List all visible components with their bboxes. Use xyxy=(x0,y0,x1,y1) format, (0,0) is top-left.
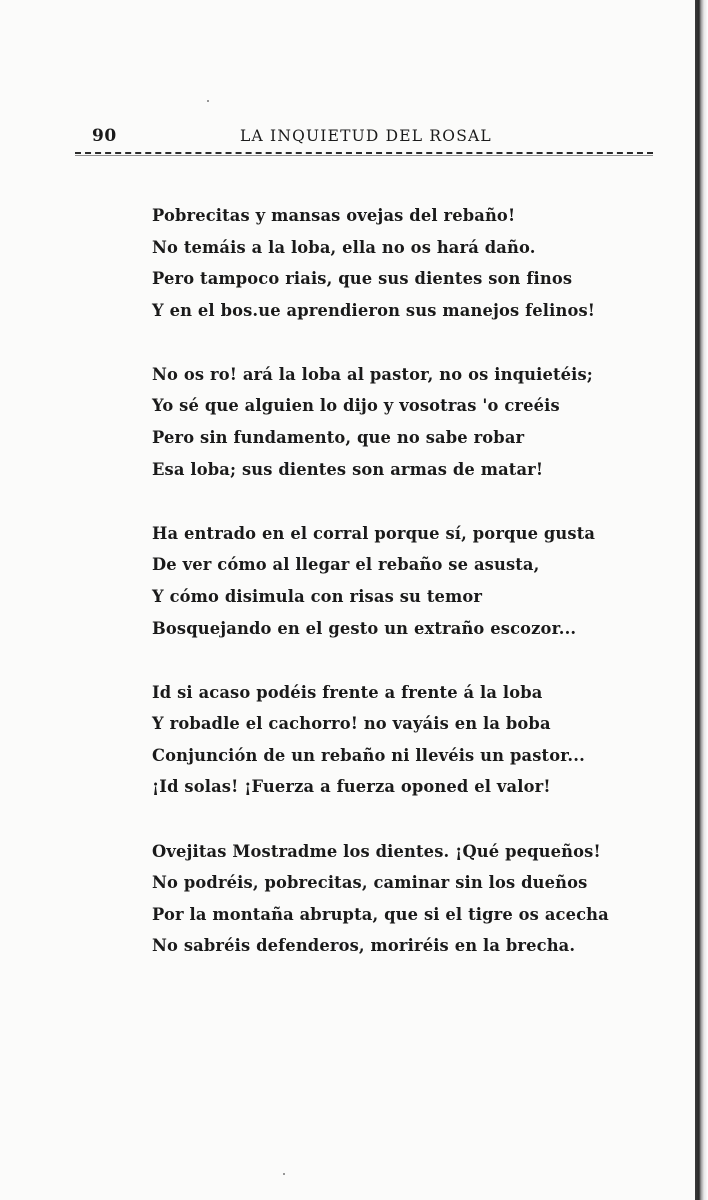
poem-line: Conjunción de un rebaño ni llevéis un pastor... xyxy=(152,745,585,765)
ink-speck xyxy=(207,100,209,102)
stanza xyxy=(152,518,647,644)
stanza xyxy=(152,836,647,962)
page-edge-shadow xyxy=(695,0,708,1200)
poem-line: Y cómo disimula con risas su temor xyxy=(152,586,483,606)
poem-line: Ovejitas Mostradme los dientes. ¡Qué pequeños! xyxy=(152,841,601,861)
stanza xyxy=(152,677,647,803)
stanza xyxy=(152,200,647,326)
poem-line: ¡Id solas! ¡Fuerza a fuerza oponed el valor! xyxy=(152,777,551,797)
poem-line: No temáis a la loba, ella no os hará daño. xyxy=(152,237,536,257)
page-header xyxy=(88,126,653,148)
poem-line: Pero tampoco riais, que sus dientes son finos xyxy=(152,269,573,289)
poem-line: De ver cómo al llegar el rebaño se asusta, xyxy=(152,555,540,575)
poem-line: No os ro! ará la loba al pastor, no os inquietéis; xyxy=(152,364,593,384)
running-title: LA INQUIETUD DEL ROSAL xyxy=(240,127,492,145)
poem-line: Id si acaso podéis frente a frente á la loba xyxy=(152,682,543,702)
header-rule-underline xyxy=(75,155,653,156)
poem-line: Por la montaña abrupta, que si el tigre os acecha xyxy=(152,904,609,924)
header-rule xyxy=(75,152,653,154)
poem-line: Pobrecitas y mansas ovejas del rebaño! xyxy=(152,206,516,225)
poem-line: Y robadle el cachorro! no vayáis en la boba xyxy=(152,714,551,734)
poem-line: Y en el bos.ue aprendieron sus manejos felinos! xyxy=(152,300,596,320)
poem-line: Pero sin fundamento, que no sabe robar xyxy=(152,428,525,448)
ink-speck xyxy=(283,1173,285,1175)
page-number: 90 xyxy=(92,126,117,146)
poem xyxy=(152,200,647,994)
poem-line: Esa loba; sus dientes son armas de matar! xyxy=(152,459,544,479)
poem-line: Ha entrado en el corral porque sí, porque gusta xyxy=(152,523,596,543)
poem-line: Yo sé que alguien lo dijo y vosotras 'o creéis xyxy=(152,396,560,416)
poem-line: No podréis, pobrecitas, caminar sin los dueños xyxy=(152,873,588,893)
poem-line: Bosquejando en el gesto un extraño escozor... xyxy=(152,618,577,638)
poem-line: No sabréis defenderos, moriréis en la brecha. xyxy=(152,936,576,956)
stanza xyxy=(152,359,647,485)
